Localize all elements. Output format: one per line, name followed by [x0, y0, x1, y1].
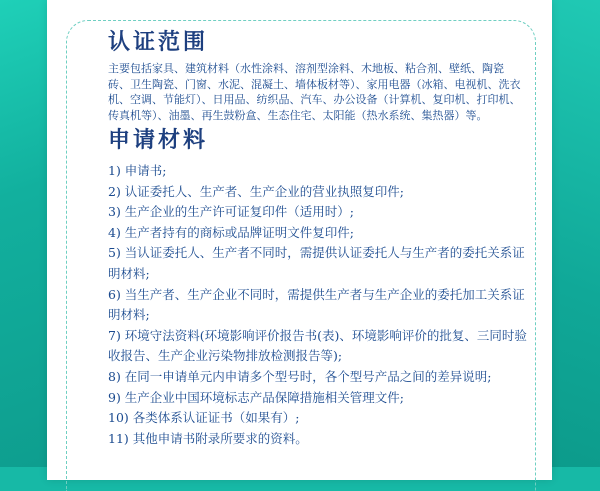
materials-list [108, 161, 528, 449]
list-item: 3) 生产企业的生产许可证复印件（适用时）; [108, 204, 355, 220]
document-content [108, 29, 548, 449]
list-item: 7) 环境守法资料(环境影响评价报告书(表)、环境影响评价的批复、三同时验收报告、生产企业污染物排放检测报告等); [108, 327, 527, 364]
scope-text: 主要包括家具、建筑材料（水性涂料、溶剂型涂料、木地板、粘合剂、壁纸、陶瓷砖、卫生陶瓷、门窗、水泥、混凝土、墙体板材等）、家用电器（冰箱、电视机、洗衣机、空调、节能灯）、日用品、纺织品、汽车、办公设备（计算机、复印机、打印机、传真机等）、油墨、再生鼓粉盒、生态住宅、太阳能（热水系统、集热器）等。 [108, 62, 521, 122]
list-item: 5) 当认证委托人、生产者不同时，需提供认证委托人与生产者的委托关系证明材料; [108, 245, 525, 281]
list-item: 11) 其他申请书附录所要求的资料。 [108, 430, 308, 446]
list-item: 2) 认证委托人、生产者、生产企业的营业执照复印件; [108, 183, 405, 199]
list-item: 4) 生产者持有的商标或品牌证明文件复印件; [108, 224, 355, 240]
list-item: 1) 申请书; [108, 163, 167, 178]
materials-heading: 申请材料 [108, 128, 209, 153]
list-item: 10) 各类体系认证证书（如果有）; [108, 410, 300, 426]
scope-heading: 认证范围 [108, 30, 209, 55]
list-item: 9) 生产企业中国环境标志产品保障措施相关管理文件; [108, 389, 405, 405]
list-item: 8) 在同一申请单元内申请多个型号时，各个型号产品之间的差异说明; [108, 368, 492, 384]
list-item: 6) 当生产者、生产企业不同时，需提供生产者与生产企业的委托加工关系证明材料; [108, 286, 525, 323]
